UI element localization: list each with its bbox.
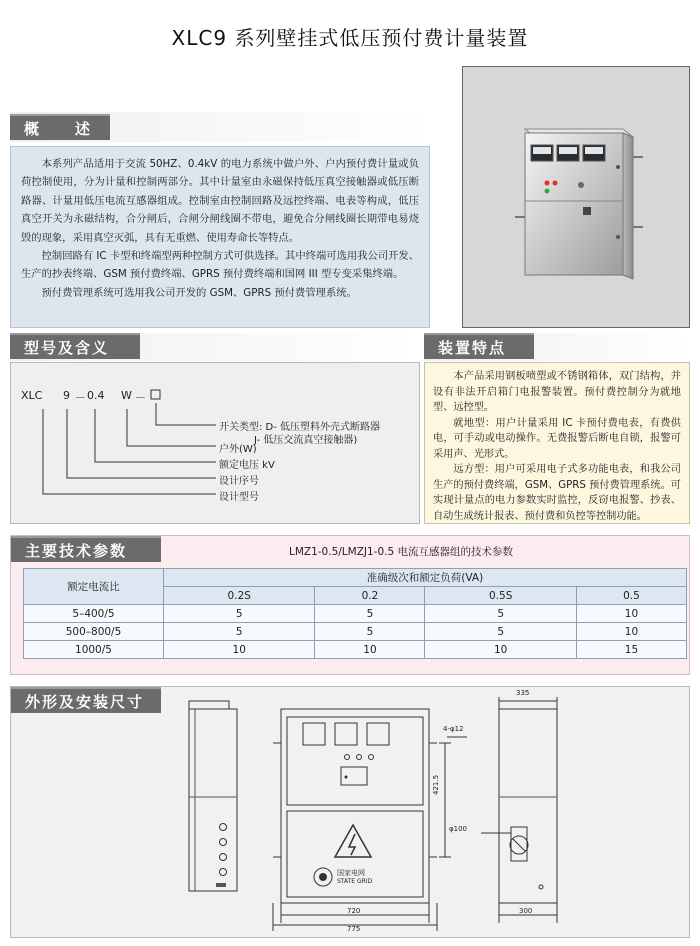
row-ratio: 1000/5 <box>24 641 164 659</box>
table-cell: 10 <box>576 605 686 623</box>
model-label-outdoor: 户外(W) <box>219 444 257 455</box>
side-view-left <box>189 701 237 891</box>
overview-text-box <box>10 146 430 328</box>
dim-label-775: 775 <box>347 925 361 933</box>
subcol-header: 0.2 <box>315 587 425 605</box>
table-cell: 5 <box>425 605 576 623</box>
table-row <box>24 623 687 641</box>
model-label-serial: 设计序号 <box>219 476 259 487</box>
product-photo <box>462 66 690 328</box>
overview-heading-bar <box>10 112 430 142</box>
page-title: XLC9 系列壁挂式低压预付费计量装置 <box>171 26 529 50</box>
tech-table-caption: LMZ1-0.5/LMZJ1-0.5 电流互感器组的技术参数 <box>288 546 513 558</box>
table-cell: 5 <box>315 623 425 641</box>
features-heading: 装置特点 <box>424 333 534 359</box>
col-header-ratio: 额定电流比 <box>24 569 164 605</box>
dim-label-720: 720 <box>347 907 361 915</box>
features-paragraph-2: 就地型：用户计量采用 IC 卡预付费电表，有费供电，可手动或电动操作。无费报警后断电自锁，报警可采用声、光形式。 <box>433 417 681 460</box>
overview-paragraph-2: 控制回路有 IC 卡型和终端型两种控制方式可供选择。其中终端可选用我公司开发、生产的抄表终端、GSM 预付费终端、GPRS 预付费终端和国网 III 型专变采集终端。 <box>21 250 419 281</box>
model-label-voltage: 额定电压 kV <box>219 460 275 471</box>
cabinet-illustration <box>463 67 690 328</box>
model-diagram-box <box>10 362 420 524</box>
subcol-header: 0.5 <box>576 587 686 605</box>
dim-label-300: 300 <box>519 907 533 915</box>
features-paragraph-3: 远方型：用户可采用电子式多功能电表，和我公司生产的预付费终端，GSM、GPRS 预付费管理系统。可实现计量点的电力参数实时监控，反窃电报警、抄表、自动生成统计报表、预付费和负控等控制功能。 <box>433 464 681 522</box>
table-cell: 5 <box>164 623 315 641</box>
col-header-accuracy: 准确级次和额定负荷(VA) <box>164 569 687 587</box>
logo-subtext: STATE GRID <box>337 878 373 885</box>
dimensions-box <box>10 686 690 938</box>
overview-paragraph-1: 本系列产品适用于交流 50HZ、0.4kV 的电力系统中做户外、户内预付费计量或负荷控制使用，分为计量和控制两部分。其中计量室由永磁保持低压真空接触器或低压断路器、计量用低压电流互感器组成。控制室由控制回路及远控终端、电表等构成，低压真空开关为永磁结构，合分闸后，合闸分闸线圈不带电，避免合分闸线圈长期带电易烧毁的现象，采用真空灭弧，具有无重燃、使用寿命长等特点。 <box>21 158 419 244</box>
subcol-header: 0.5S <box>425 587 576 605</box>
model-code-diagram <box>11 363 421 525</box>
table-row <box>24 641 687 659</box>
table-row <box>24 605 687 623</box>
model-heading-bar <box>10 333 420 361</box>
table-cell: 10 <box>164 641 315 659</box>
dim-label-side: 421.5 <box>432 774 440 795</box>
table-cell: 5 <box>164 605 315 623</box>
front-view <box>273 709 451 931</box>
dimensions-heading: 外形及安装尺寸 <box>11 687 161 713</box>
table-cell: 10 <box>576 623 686 641</box>
features-text-box <box>424 362 690 524</box>
subcol-header: 0.2S <box>164 587 315 605</box>
row-ratio: 5–400/5 <box>24 605 164 623</box>
row-ratio: 500–800/5 <box>24 623 164 641</box>
tech-params-box <box>10 535 690 675</box>
table-cell: 10 <box>425 641 576 659</box>
table-cell: 10 <box>315 641 425 659</box>
logo-text: 国家电网 <box>337 869 365 877</box>
dimension-drawing <box>11 687 691 939</box>
model-heading: 型号及含义 <box>10 333 140 359</box>
model-label-switch: 开关类型: D- 低压塑料外壳式断路器 <box>219 422 381 433</box>
overview-heading: 概 述 <box>10 114 110 140</box>
model-code-w: W <box>121 389 132 402</box>
model-code-dash-1: － <box>75 391 86 404</box>
model-code-xlc: XLC <box>21 389 43 402</box>
dim-label-holes: 4-φ12 <box>443 725 464 733</box>
table-cell: 5 <box>425 623 576 641</box>
model-label-contactor: J- 低压交流真空接触器) <box>254 435 358 446</box>
model-code-9: 9 <box>63 389 70 402</box>
table-cell: 15 <box>576 641 686 659</box>
model-code-voltage: 0.4 <box>87 389 105 402</box>
tech-params-table <box>23 568 687 659</box>
model-label-type: 设计型号 <box>219 492 259 503</box>
model-code-dash-2: － <box>135 391 146 404</box>
tech-heading: 主要技术参数 <box>11 536 161 562</box>
features-heading-bar <box>424 333 690 361</box>
table-cell: 5 <box>315 605 425 623</box>
dim-label-round: φ100 <box>449 825 467 833</box>
overview-paragraph-3: 预付费管理系统可选用我公司开发的 GSM、GPRS 预付费管理系统。 <box>41 286 357 299</box>
dim-label-335: 335 <box>516 689 530 697</box>
features-paragraph-1: 本产品采用钢板喷塑或不锈钢箱体，双门结构，并设有非法开启箱门电报警装置。预付费控制分为就地型、远控型。 <box>433 371 681 413</box>
